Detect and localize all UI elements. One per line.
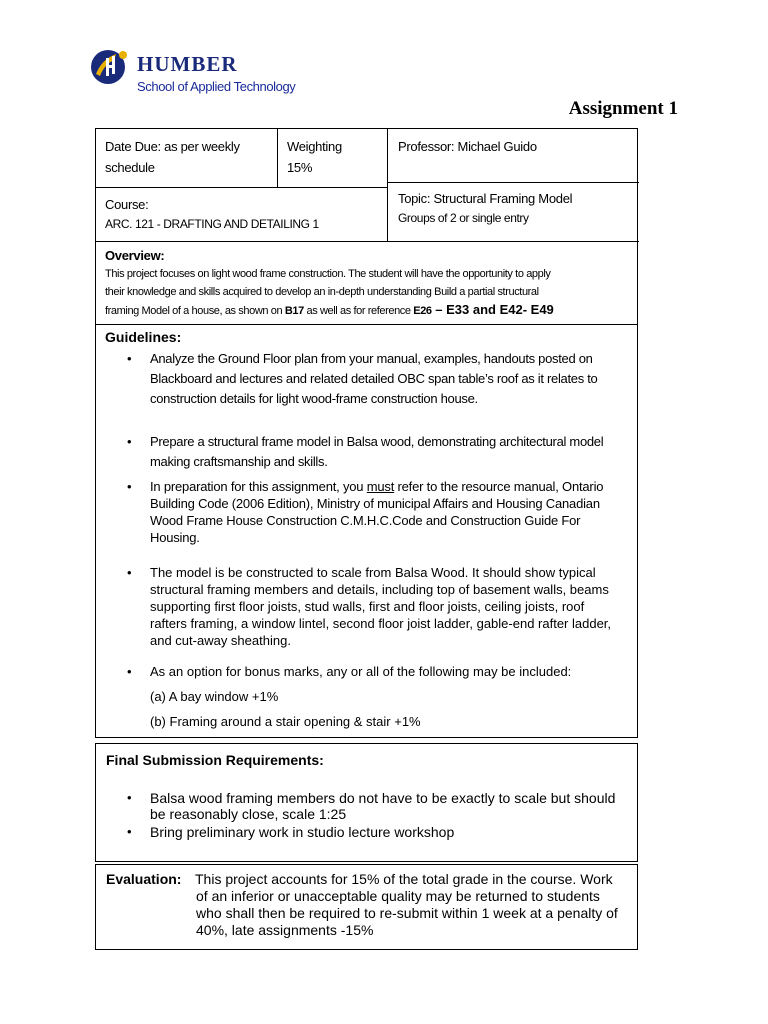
overview-title: Overview: <box>105 248 165 263</box>
final-submission-section <box>95 743 638 862</box>
final-item: • Bring preliminary work in studio lecture workshop <box>150 824 629 840</box>
guideline-item: • Prepare a structural frame model in Balsa wood, demonstrating architectural model making craftsmanship and skills. <box>150 432 629 472</box>
assignment-title: Assignment 1 <box>568 98 678 119</box>
guidelines-title: Guidelines: <box>105 329 182 345</box>
bonus-option-a: (a) A bay window +1% <box>150 689 279 704</box>
final-item: • Balsa wood framing members do not have to be exactly to scale but should be reasonably close, scale 1:25 <box>150 790 629 822</box>
guideline-item: • As an option for bonus marks, any or all of the following may be included: <box>150 662 629 682</box>
guideline-item: • Analyze the Ground Floor plan from your manual, examples, handouts posted on Blackboard and lectures and related detailed OBC span table’s roof as it relates to construction details for light wood-frame construction house. <box>150 349 629 409</box>
evaluation-label: Evaluation: <box>106 871 182 887</box>
evaluation-section <box>95 864 638 950</box>
humber-logo-icon <box>90 46 130 86</box>
professor: Professor: Michael Guido <box>398 139 537 154</box>
bonus-option-b: (b) Framing around a stair opening & stair +1% <box>150 714 421 729</box>
evaluation-text-cont: of an inferior or unacceptable quality may be returned to students who shall then be required to re-submit within 1 week at a penalty of 40%, late assignments -15% <box>196 888 618 938</box>
topic: Topic: Structural Framing Model Groups of 2 or single entry <box>398 191 573 225</box>
info-table <box>95 128 638 325</box>
org-subtitle: School of Applied Technology <box>137 79 296 94</box>
org-name: HUMBER <box>137 52 238 76</box>
evaluation-text: This project accounts for 15% of the total grade in the course. Work <box>195 871 613 887</box>
overview-section: Overview: This project focuses on light wood frame construction. The student will have the opportunity to apply their knowledge and skills acquired to develop an in-depth understanding Build a partial structural framing Model of a house, as shown on B17 as well as for reference E26 – E33 and E42- E49 <box>105 248 554 317</box>
guideline-item: • The model is be constructed to scale from Balsa Wood. It should show typical structural framing members and details, including top of basement walls, beams supporting first floor joists, stud walls, first and floor joists, ceiling joists, roof rafters framing, a window lintel, second floor joist ladder, gable-end rafter ladder, and cut-away sheathing. <box>150 564 629 649</box>
final-submission-title: Final Submission Requirements: <box>106 752 324 768</box>
weighting: Weighting 15% <box>287 139 342 175</box>
humber-logo <box>90 44 330 100</box>
date-due: Date Due: as per weekly schedule <box>105 139 240 175</box>
guideline-item: • In preparation for this assignment, you must refer to the resource manual, Ontario Building Code (2006 Edition), Ministry of municipal Affairs and Housing Canadian Wood Frame House Construction C.M.H.C.Code and Construction Guide For Housing. <box>150 478 629 546</box>
guidelines-section <box>95 324 638 738</box>
course: Course: ARC. 121 - DRAFTING AND DETAILING 1 <box>105 197 319 231</box>
